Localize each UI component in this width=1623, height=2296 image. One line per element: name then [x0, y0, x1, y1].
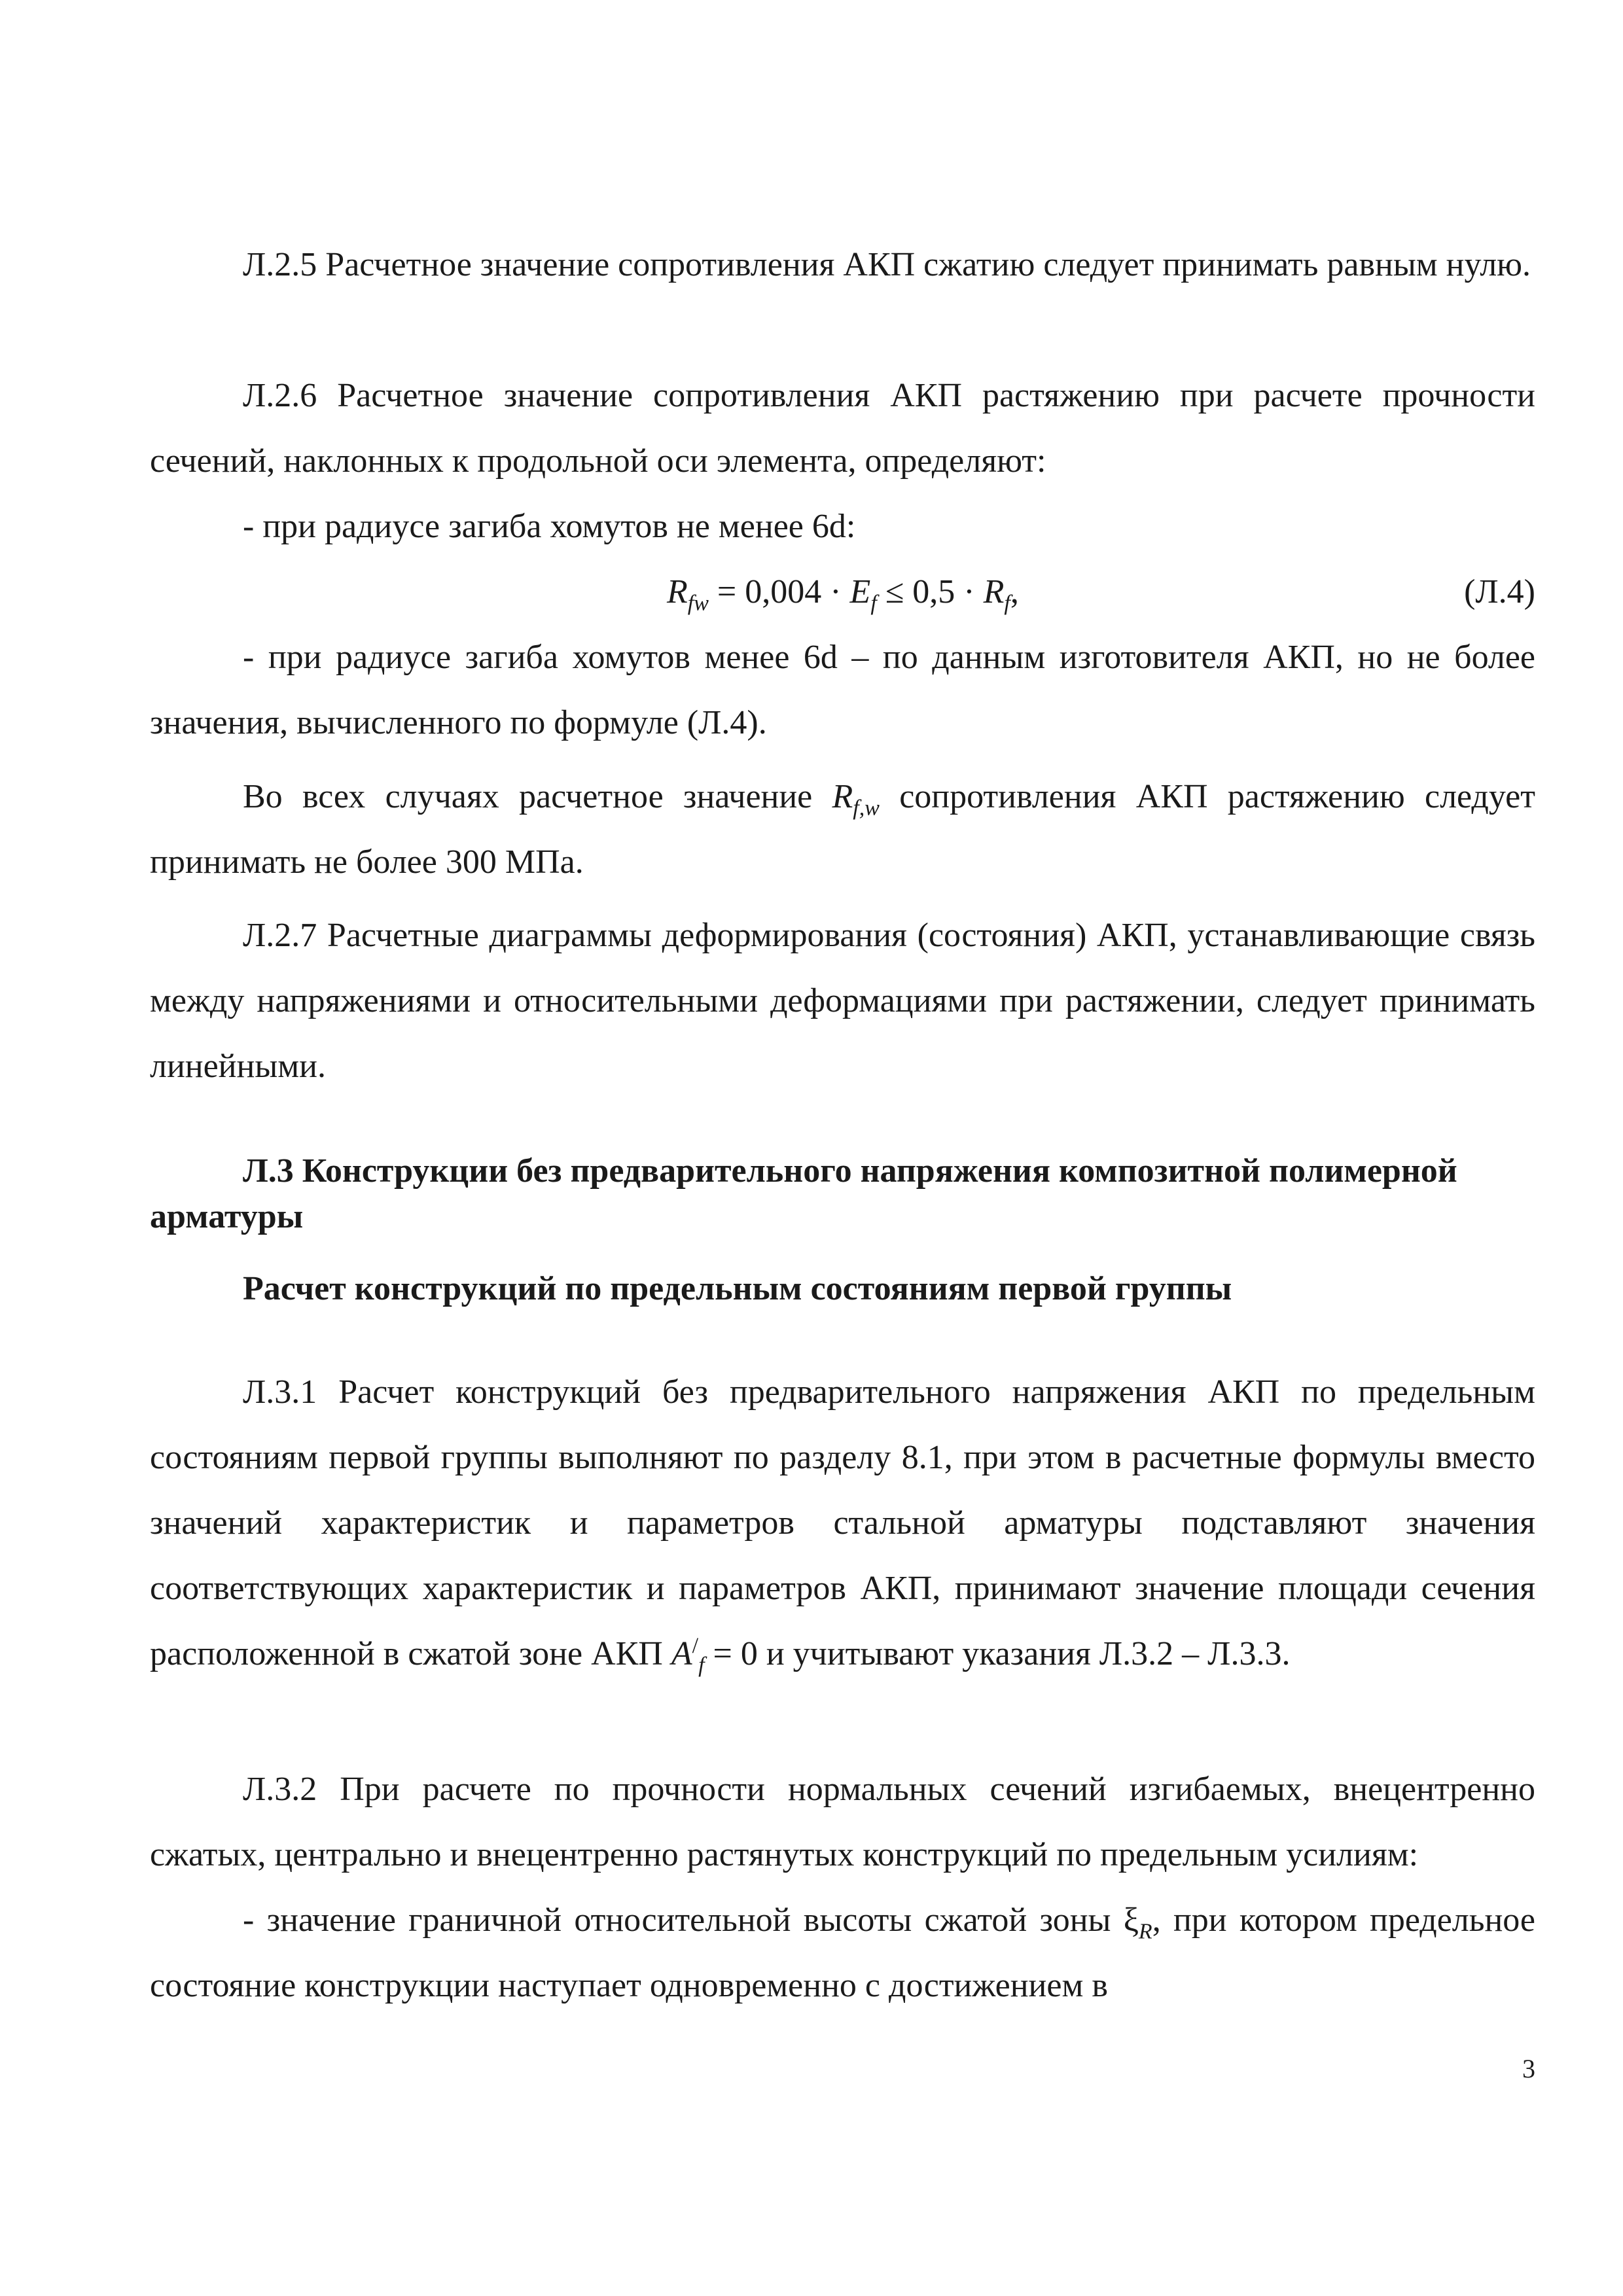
formula-number: (Л.4)	[1464, 573, 1535, 610]
paragraph-bend-radius-less: - при радиусе загиба хомутов менее 6d – по данным изготовителя АКП, но не более значения, вычисленного по формуле (Л.4).	[150, 639, 1535, 741]
subsection-heading: Расчет конструкций по предельным состояниям первой группы	[243, 1270, 1232, 1307]
formula-l-4-row	[150, 559, 1535, 625]
section-heading-l-3: Л.3 Конструкции без предварительного напряжения композитной полимерной арматуры	[150, 1152, 1457, 1235]
paragraph-l-2-5: Л.2.5 Расчетное значение сопротивления АКП сжатию следует принимать равным нулю.	[243, 246, 1531, 283]
page-number: 3	[1522, 2054, 1535, 2083]
paragraph-all-cases: Во всех случаях расчетное значение $R_{f,w}$ сопротивления АКП растяжению следует принимать не более 300 МПа.	[150, 778, 1535, 881]
formula-l-4: $R_{fw} = 0,004 \cdot E_f \le 0,5 \cdot R_f$,	[667, 573, 1019, 616]
paragraph-l-2-6: Л.2.6 Расчетное значение сопротивления АКП растяжению при расчете прочности сечений, наклонных к продольной оси элемента, определяют:	[150, 377, 1535, 480]
paragraph-l-3-2: Л.3.2 При расчете по прочности нормальных сечений изгибаемых, внецентренно сжатых, центрально и внецентренно растянутых конструкций по предельным усилиям:	[150, 1771, 1535, 1873]
paragraph-bend-radius-min: - при радиусе загиба хомутов не менее 6d:	[243, 508, 856, 545]
paragraph-l-2-7: Л.2.7 Расчетные диаграммы деформирования (состояния) АКП, устанавливающие связь между напряжениями и относительными деформациями при растяжении, следует принимать линейными.	[150, 917, 1535, 1085]
paragraph-l-3-1: Л.3.1 Расчет конструкций без предварительного напряжения АКП по предельным состояниям первой группы выполняют по разделу 8.1, при этом в расчетные формулы вместо значений характеристик и параметров стальной арматуры подставляют значения соответствующих характеристик и параметров АКП, принимают значение площади сечения расположенной в сжатой зоне АКП $A^/_f = 0$ и учитывают указания Л.3.2 – Л.3.3.	[150, 1373, 1535, 1678]
paragraph-xi-r: - значение граничной относительной высоты сжатой зоны $\xi_R$, при котором предельное состояние конструкции наступает одновременно с достижением в	[150, 1901, 1536, 2004]
